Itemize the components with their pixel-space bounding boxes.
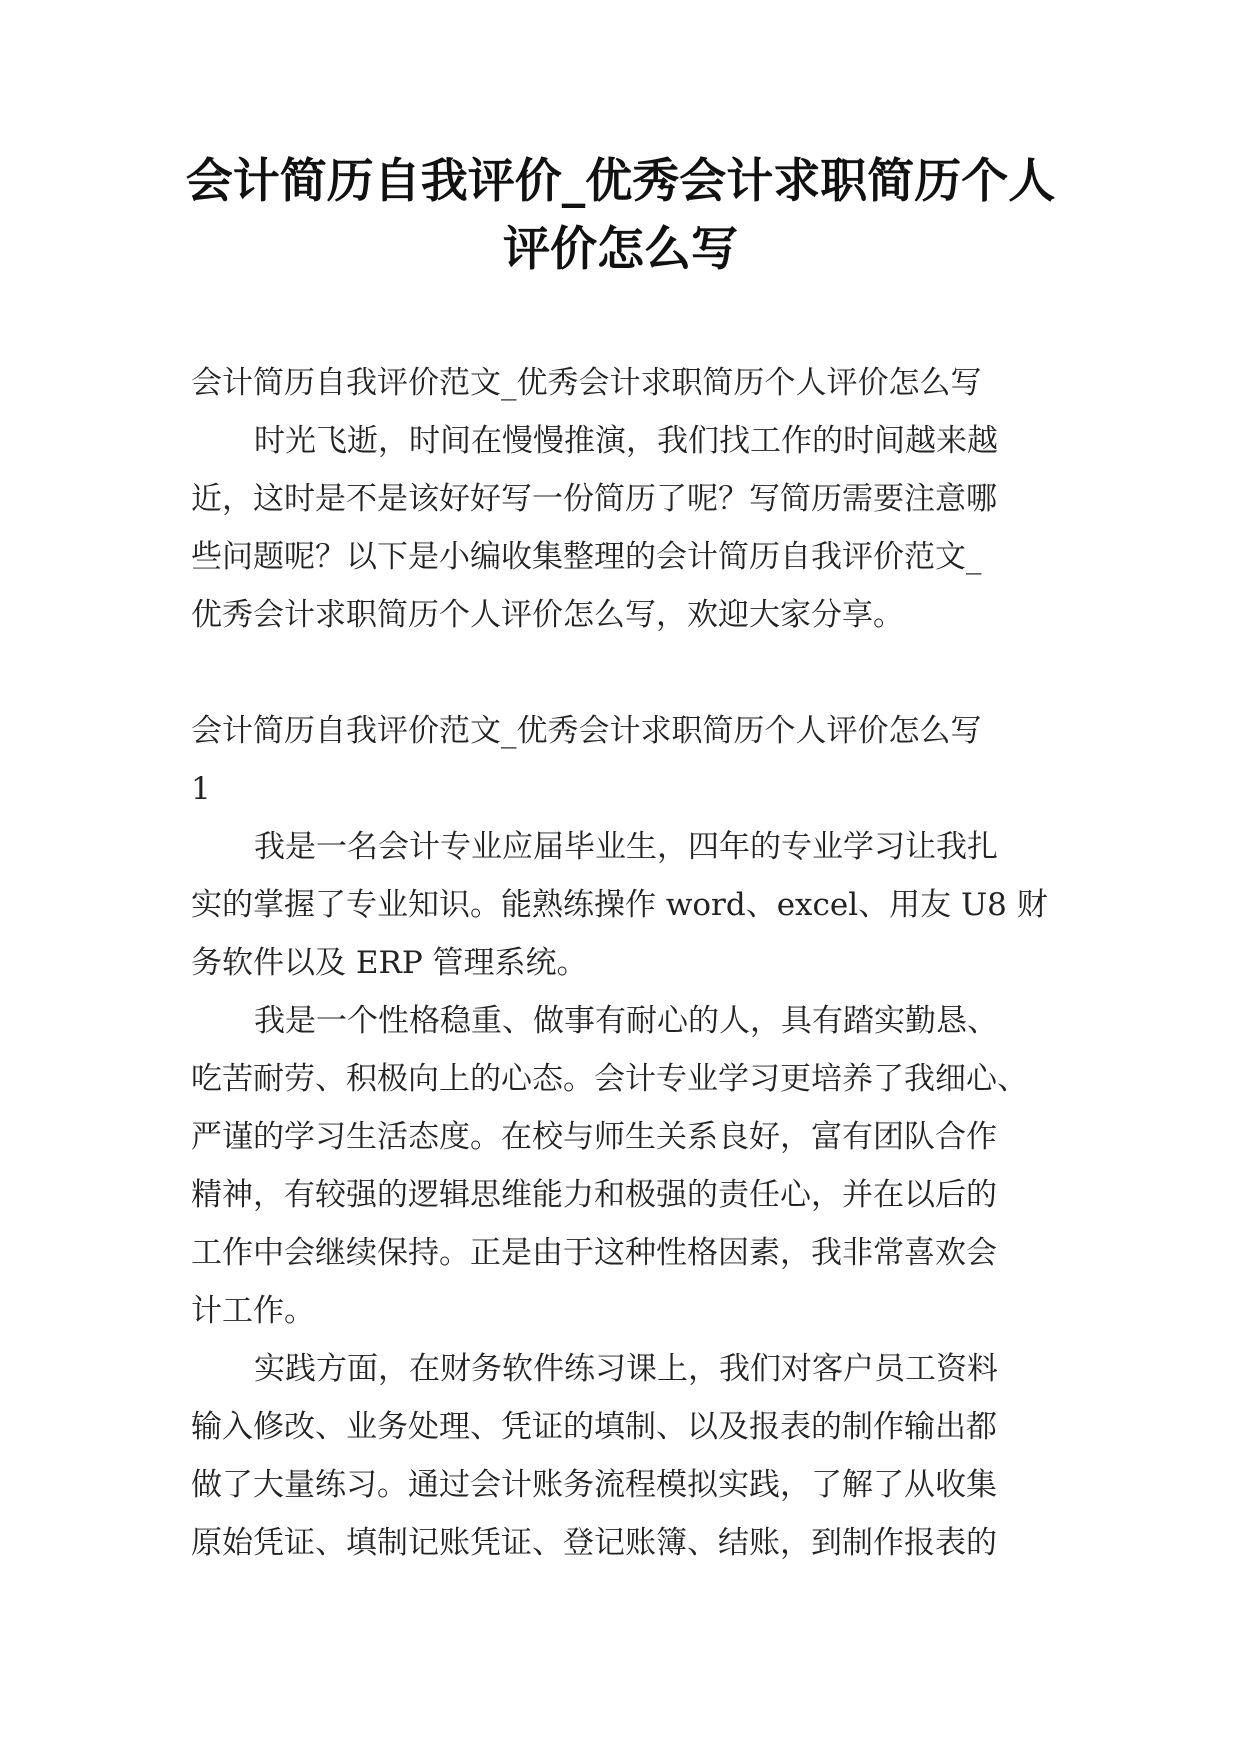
paragraph-line: 我是一名会计专业应届毕业生，四年的专业学习让我扎 <box>254 829 998 865</box>
section-heading-line: 会计简历自我评价范文_优秀会计求职简历个人评价怎么写 <box>191 713 982 749</box>
paragraph-line: 实践方面，在财务软件练习课上，我们对客户员工资料 <box>254 1351 998 1387</box>
paragraph-line: 计工作。 <box>191 1293 315 1329</box>
intro-line: 时光飞逝，时间在慢慢推演，我们找工作的时间越来越 <box>254 423 998 459</box>
title-line: 会计简历自我评价_优秀会计求职简历个人 <box>185 154 1056 209</box>
intro-line: 优秀会计求职简历个人评价怎么写，欢迎大家分享。 <box>191 597 904 633</box>
paragraph-line: 吃苦耐劳、积极向上的心态。会计专业学习更培养了我细心、 <box>191 1061 1028 1097</box>
paragraph-gap <box>191 644 1061 702</box>
intro-line: 近，这时是不是该好好写一份简历了呢？写简历需要注意哪 <box>191 481 997 517</box>
intro-line: 些问题呢？以下是小编收集整理的会计简历自我评价范文_ <box>191 539 982 575</box>
section-heading-line: 1 <box>191 771 211 807</box>
title-line: 评价怎么写 <box>503 222 738 277</box>
paragraph-line: 实的掌握了专业知识。能熟练操作 word、excel、用友 U8 财 <box>191 887 1048 923</box>
document-body <box>191 354 1061 1572</box>
paragraph-line: 严谨的学习生活态度。在校与师生关系良好，富有团队合作 <box>191 1119 997 1155</box>
paragraph-line: 精神，有较强的逻辑思维能力和极强的责任心，并在以后的 <box>191 1177 997 1213</box>
paragraph-line: 工作中会继续保持。正是由于这种性格因素，我非常喜欢会 <box>191 1235 997 1271</box>
document-title <box>150 148 1091 284</box>
paragraph-line: 我是一个性格稳重、做事有耐心的人，具有踏实勤恳、 <box>254 1003 998 1039</box>
paragraph-line: 务软件以及 ERP 管理系统。 <box>191 945 588 981</box>
paragraph-line: 输入修改、业务处理、凭证的填制、以及报表的制作输出都 <box>191 1409 997 1445</box>
paragraph-line: 做了大量练习。通过会计账务流程模拟实践，了解了从收集 <box>191 1467 997 1503</box>
subtitle-line: 会计简历自我评价范文_优秀会计求职简历个人评价怎么写 <box>191 365 982 401</box>
paragraph-line: 原始凭证、填制记账凭证、登记账簿、结账，到制作报表的 <box>191 1525 997 1561</box>
